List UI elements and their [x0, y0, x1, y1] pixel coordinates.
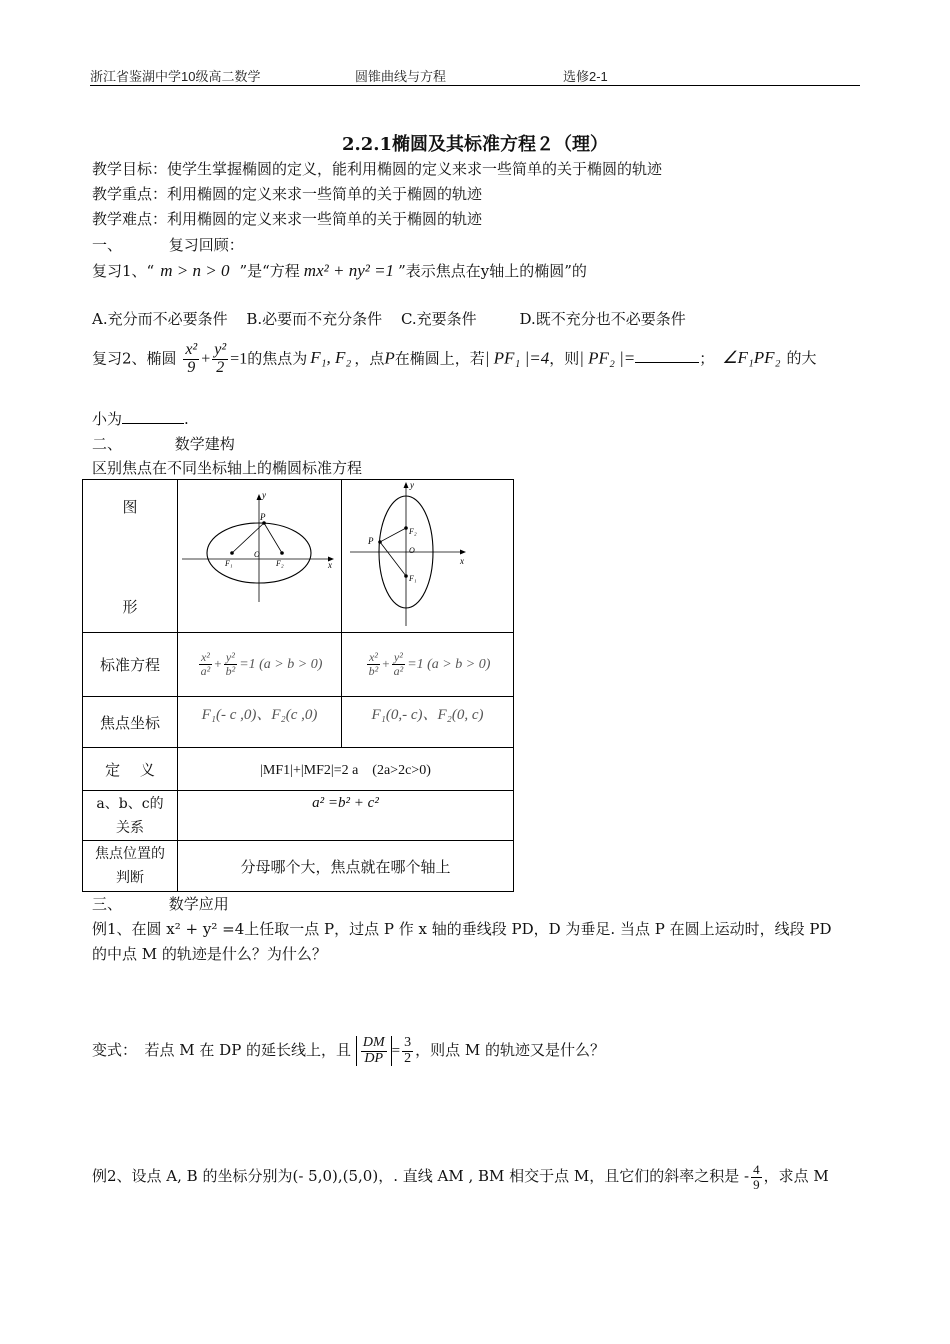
variant-tail: ，则点 M 的轨迹又是什么？ [415, 1041, 605, 1060]
table-row [83, 791, 514, 841]
review-2-text-7: 小为 [92, 410, 123, 428]
axis-label-x: x [460, 556, 464, 566]
equation-frac-x [367, 651, 381, 677]
pf1-math: | PF₁ |=4 [484, 348, 550, 368]
section-heading-3 [92, 893, 229, 914]
compare-title: 区别焦点在不同坐标轴上的椭圆标准方程 [92, 459, 363, 477]
frac-den: b² [225, 664, 236, 678]
review-2-lead: 复习2、椭圆 [92, 349, 177, 368]
option-d: D.既不充分也不必要条件 [519, 310, 686, 328]
section-number: 一、 [92, 236, 123, 254]
review-2-text-4: ，则 [549, 349, 580, 368]
answer-blank-2 [122, 423, 184, 424]
frac-den: b² [368, 664, 379, 678]
header-chapter: 圆锥曲线与方程 [355, 69, 447, 84]
answer-blank-1 [635, 362, 699, 363]
ratio-den: DP [364, 1050, 384, 1066]
option-a: A.充分而不必要条件 [92, 310, 228, 328]
review-1-tail: ”表示焦点在y轴上的椭圆”的 [398, 262, 587, 280]
axis-label-x: x [328, 560, 332, 570]
header-rule [90, 85, 860, 86]
table-row [83, 480, 514, 633]
axis-label-y: y [262, 490, 266, 500]
slope-den: 9 [753, 1176, 760, 1192]
cell-figure-label [83, 480, 178, 633]
table-row [83, 748, 514, 791]
ratio-frac [361, 1036, 387, 1066]
equation-frac-y [392, 651, 406, 677]
objective-goal: 教学目标：使学生掌握椭圆的定义，能利用椭圆的定义来求一些简单的关于椭圆的轨迹 [92, 160, 663, 178]
review-2-line-2 [92, 408, 189, 429]
horizontal-ellipse-figure [178, 480, 341, 628]
review-1-mid: ”是“方程 [239, 262, 300, 280]
review-1 [92, 260, 587, 281]
equation-frac-x [199, 651, 213, 677]
page-title: 2.2.1椭圆及其标准方程２（理） [341, 134, 609, 155]
focus-label-f1: F₁ [409, 574, 417, 583]
equation-math: mx² + ny² =1 [303, 261, 395, 280]
review-1-options [92, 308, 686, 329]
variant-question [92, 1036, 605, 1066]
cell-label-equation: 标准方程 [83, 633, 178, 697]
cell-figure-vertical [342, 480, 514, 633]
review-2 [92, 342, 817, 377]
pf2-math: | PF₂ |= [579, 348, 636, 368]
review-2-text-2: ，点 [354, 349, 385, 368]
fraction-y-den: 2 [216, 358, 225, 376]
point-label-p: P [260, 512, 266, 522]
review-2-text-5: ； [699, 349, 715, 368]
cell-equation-vertical: $\frac{\text{x²}}{\text{b²}}$ + $\frac{\text{y²}}{\text{a²}}$ =1 (a > b > 0) [342, 633, 514, 697]
focus-label-f1: F₁ [225, 559, 233, 568]
abs-ratio [356, 1036, 392, 1066]
focus-label-f2: F₂ [276, 559, 284, 568]
example-1-line-2: 的中点 M 的轨迹是什么？为什么？ [92, 945, 327, 963]
origin-label: O [409, 546, 415, 555]
frac-num: x² [368, 650, 378, 665]
frac-num: y² [393, 650, 403, 665]
frac-den: a² [200, 664, 211, 678]
table-row [83, 841, 514, 892]
example-2-tail: ，求点 M [763, 1167, 829, 1186]
equation-frac-y [224, 651, 238, 677]
cell-relation: a² =b² + c² [178, 791, 514, 841]
vertical-ellipse-figure [342, 480, 513, 628]
example-2 [92, 1163, 829, 1191]
review-2-text-6: 的大 [786, 349, 817, 368]
section-number: 三、 [92, 895, 123, 913]
frac-num: y² [225, 650, 235, 665]
section-title: 数学建构 [174, 435, 235, 453]
review-2-text-3: 在椭圆上，若 [394, 349, 485, 368]
origin-label: O [254, 550, 260, 559]
cell-definition: |MF1|+|MF2|=2 a (2a>2c>0) [178, 748, 514, 791]
fraction-x [183, 342, 199, 377]
cell-label-foci: 焦点坐标 [83, 697, 178, 748]
axis-label-y: y [410, 480, 414, 490]
value-frac [402, 1036, 413, 1066]
condition-math: m > n > 0 [160, 261, 230, 280]
variant-lead: 变式： 若点 M 在 DP 的延长线上，且 [92, 1041, 352, 1060]
header-school: 浙江省鉴湖中学10级高二数学 [90, 69, 261, 84]
focus-label-f2: F₂ [409, 527, 417, 536]
cell-label-relation: a、b、c的关系 [83, 791, 178, 841]
section-number: 二、 [92, 435, 123, 453]
frac-num: x² [200, 650, 210, 665]
point-label-p: P [368, 536, 374, 546]
angle-math: ∠F₁PF₂ [722, 348, 781, 368]
fraction-x-num: x² [185, 341, 198, 358]
option-c: C.充要条件 [400, 310, 477, 328]
equation-rest: =1 (a > b > 0) [407, 657, 491, 673]
cell-foci-vertical: F₁(0,- c)、F₂(0, c) [342, 697, 514, 748]
plus-sign: + [201, 350, 211, 368]
option-b: B.必要而不充分条件 [246, 310, 383, 328]
cell-judge: 分母哪个大，焦点就在哪个轴上 [178, 841, 514, 892]
fraction-y-num: y² [214, 341, 227, 358]
figure-label-bottom: 形 [122, 598, 138, 616]
value-den: 2 [404, 1050, 412, 1066]
fraction-x-den: 9 [187, 358, 196, 376]
equals-one: =1 [230, 350, 248, 368]
equals-sign: = [391, 1043, 401, 1060]
review-2-end: . [184, 410, 189, 428]
fraction-y [212, 342, 228, 377]
foci-math: F₁, F₂ [310, 348, 352, 368]
figure-label-top: 图 [122, 498, 138, 516]
cell-equation-horizontal: $\frac{\text{x²}}{\text{a²}}$ + $\frac{\text{y²}}{\text{b²}}$ =1 (a > b > 0) [178, 633, 342, 697]
cell-figure-horizontal [178, 480, 342, 633]
cell-label-definition: 定 义 [83, 748, 178, 791]
equation-rest: =1 (a > b > 0) [239, 657, 323, 673]
review-2-text-1: 的焦点为 [247, 349, 308, 368]
review-1-lead: 复习1、“ [92, 262, 155, 280]
slope-frac [751, 1163, 762, 1191]
table-row [83, 697, 514, 748]
value-num: 3 [404, 1035, 412, 1050]
table-row [83, 633, 514, 697]
slope-num: 4 [753, 1162, 760, 1177]
section-heading-1 [92, 234, 244, 255]
section-heading-2 [92, 433, 235, 454]
header-book: 选修2-1 [563, 69, 608, 84]
point-p: P [384, 348, 395, 368]
example-1-line-1: 例1、在圆 x² + y² =4上任取一点 P，过点 P 作 x 轴的垂线段 PD，D 为垂足. 当点 P 在圆上运动时，线段 PD [92, 920, 832, 938]
cell-label-judge: 焦点位置的判断 [83, 841, 178, 892]
section-title: 数学应用 [168, 895, 229, 913]
ratio-num: DM [362, 1035, 385, 1050]
example-2-text: 例2、设点 A, B 的坐标分别为(- 5,0),(5,0)，. 直线 AM , BM 相交于点 M，且它们的斜率之积是 - [92, 1167, 750, 1186]
section-title: 复习回顾： [168, 236, 244, 254]
ellipse-comparison-table [82, 479, 514, 892]
frac-den: a² [393, 664, 404, 678]
objective-key: 教学重点：利用椭圆的定义来求一些简单的关于椭圆的轨迹 [92, 185, 483, 203]
objective-difficulty: 教学难点：利用椭圆的定义来求一些简单的关于椭圆的轨迹 [92, 210, 483, 228]
cell-foci-horizontal: F₁(- c ,0)、F₂(c ,0) [178, 697, 342, 748]
